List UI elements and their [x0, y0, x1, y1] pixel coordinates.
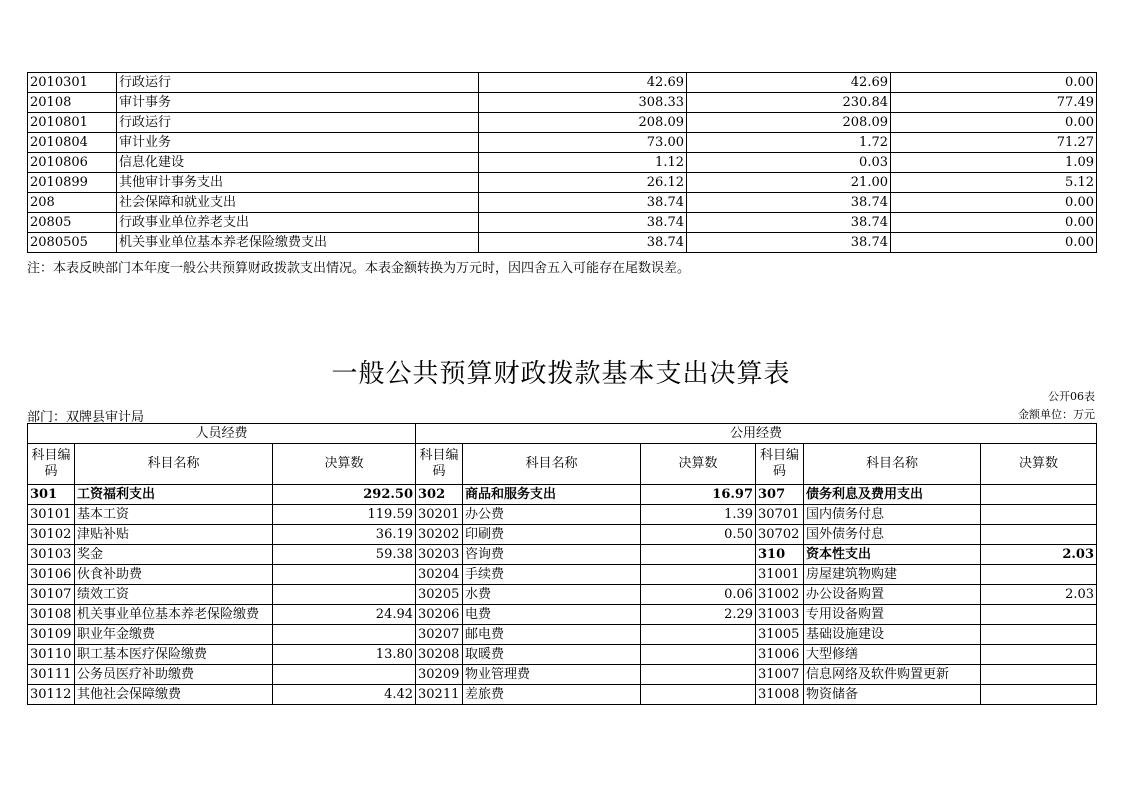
subject-name-cell: 其他社会保障缴费 [75, 685, 273, 705]
amount-cell: 1.12 [479, 153, 687, 173]
amount-cell: 208.09 [687, 113, 891, 133]
table-row [28, 93, 1097, 113]
table-row [28, 73, 1097, 93]
department-label: 部门：双牌县审计局 [27, 410, 145, 425]
subject-name-cell: 职业年金缴费 [75, 625, 273, 645]
subject-code-cell: 31001 [756, 565, 804, 585]
subject-name-cell: 行政事业单位养老支出 [117, 213, 479, 233]
amount-cell [981, 665, 1097, 685]
amount-cell: 2.29 [641, 605, 756, 625]
table-row [28, 565, 1097, 585]
subject-code-cell: 30701 [756, 505, 804, 525]
table-row [28, 113, 1097, 133]
amount-cell [641, 625, 756, 645]
subject-name-cell: 咨询费 [463, 545, 641, 565]
amount-cell: 0.50 [641, 525, 756, 545]
subject-name-cell: 基本工资 [75, 505, 273, 525]
subject-name-cell: 取暖费 [463, 645, 641, 665]
subject-name-cell: 社会保障和就业支出 [117, 193, 479, 213]
subject-code-cell: 30103 [28, 545, 75, 565]
amount-cell [981, 625, 1097, 645]
amount-cell: 0.00 [891, 73, 1097, 93]
subject-code-cell: 2010801 [28, 113, 117, 133]
amount-cell: 77.49 [891, 93, 1097, 113]
subject-code-cell: 310 [756, 545, 804, 565]
subject-name-cell: 办公设备购置 [804, 585, 981, 605]
table-note: 注：本表反映部门本年度一般公共预算财政拨款支出情况。本表金额转换为万元时，因四舍五入可能存在尾数误差。 [27, 261, 691, 276]
table-row [28, 605, 1097, 625]
subject-name-cell: 商品和服务支出 [463, 485, 641, 505]
subject-code-cell: 2080505 [28, 233, 117, 253]
subject-code-cell: 31007 [756, 665, 804, 685]
table-row [28, 645, 1097, 665]
subject-name-cell: 信息网络及软件购置更新 [804, 665, 981, 685]
amount-cell: 38.74 [687, 213, 891, 233]
subject-code-cell: 208 [28, 193, 117, 213]
table-row [28, 153, 1097, 173]
amount-cell: 38.74 [687, 233, 891, 253]
subject-name-cell: 职工基本医疗保险缴费 [75, 645, 273, 665]
amount-cell: 16.97 [641, 485, 756, 505]
subject-name-cell: 奖金 [75, 545, 273, 565]
subject-name-cell: 国内债务付息 [804, 505, 981, 525]
amount-cell: 0.06 [641, 585, 756, 605]
amount-cell: 36.19 [273, 525, 416, 545]
public-header: 公用经费 [416, 424, 1097, 444]
amount-cell: 42.69 [687, 73, 891, 93]
subject-name-cell: 伙食补助费 [75, 565, 273, 585]
subject-name-cell: 资本性支出 [804, 545, 981, 565]
header-row-groups [28, 424, 1097, 444]
amount-cell [641, 645, 756, 665]
name-header: 科目名称 [804, 444, 981, 485]
amount-cell: 292.50 [273, 485, 416, 505]
subject-name-cell: 印刷费 [463, 525, 641, 545]
subject-name-cell: 差旅费 [463, 685, 641, 705]
subject-name-cell: 机关事业单位基本养老保险缴费 [75, 605, 273, 625]
unit-label: 金额单位：万元 [1018, 408, 1095, 421]
subject-name-cell: 基础设施建设 [804, 625, 981, 645]
amount-cell [641, 565, 756, 585]
code-header: 科目编码 [28, 444, 75, 485]
amount-cell [981, 525, 1097, 545]
subject-name-cell: 物资储备 [804, 685, 981, 705]
subject-code-cell: 30211 [416, 685, 463, 705]
subject-name-cell: 专用设备购置 [804, 605, 981, 625]
subject-code-cell: 30205 [416, 585, 463, 605]
amount-cell: 42.69 [479, 73, 687, 93]
subject-code-cell: 30110 [28, 645, 75, 665]
form-code: 公开06表 [1048, 390, 1095, 403]
amount-cell [981, 505, 1097, 525]
subject-code-cell: 2010899 [28, 173, 117, 193]
subject-code-cell: 2010804 [28, 133, 117, 153]
subject-name-cell: 电费 [463, 605, 641, 625]
amount-cell: 208.09 [479, 113, 687, 133]
header-row-columns [28, 444, 1097, 485]
subject-code-cell: 30112 [28, 685, 75, 705]
amount-cell: 5.12 [891, 173, 1097, 193]
subject-code-cell: 30206 [416, 605, 463, 625]
amount-cell [273, 565, 416, 585]
amount-cell [981, 645, 1097, 665]
subject-code-cell: 2010806 [28, 153, 117, 173]
amount-header: 决算数 [981, 444, 1097, 485]
amount-cell: 2.03 [981, 545, 1097, 565]
amount-cell [981, 685, 1097, 705]
subject-code-cell: 307 [756, 485, 804, 505]
table-row [28, 665, 1097, 685]
table-row [28, 505, 1097, 525]
amount-cell: 308.33 [479, 93, 687, 113]
subject-name-cell: 物业管理费 [463, 665, 641, 685]
amount-cell: 0.00 [891, 193, 1097, 213]
subject-code-cell: 30108 [28, 605, 75, 625]
subject-code-cell: 302 [416, 485, 463, 505]
subject-code-cell: 2010301 [28, 73, 117, 93]
table-row [28, 685, 1097, 705]
subject-name-cell: 水费 [463, 585, 641, 605]
subject-code-cell: 30109 [28, 625, 75, 645]
subject-code-cell: 30201 [416, 505, 463, 525]
amount-cell [981, 565, 1097, 585]
subject-code-cell: 301 [28, 485, 75, 505]
subject-code-cell: 20805 [28, 213, 117, 233]
amount-cell [641, 665, 756, 685]
subject-code-cell: 30204 [416, 565, 463, 585]
subject-name-cell: 行政运行 [117, 73, 479, 93]
amount-cell [981, 485, 1097, 505]
table-row [28, 545, 1097, 565]
amount-cell: 24.94 [273, 605, 416, 625]
table-row [28, 193, 1097, 213]
name-header: 科目名称 [75, 444, 273, 485]
subject-code-cell: 30106 [28, 565, 75, 585]
amount-cell: 0.00 [891, 213, 1097, 233]
amount-cell [981, 605, 1097, 625]
page-title: 一般公共预算财政拨款基本支出决算表 [331, 359, 791, 389]
subject-name-cell: 办公费 [463, 505, 641, 525]
amount-cell: 13.80 [273, 645, 416, 665]
subject-code-cell: 31003 [756, 605, 804, 625]
amount-cell [273, 585, 416, 605]
amount-cell: 38.74 [479, 193, 687, 213]
subject-name-cell: 工资福利支出 [75, 485, 273, 505]
amount-cell [641, 545, 756, 565]
subject-name-cell: 手续费 [463, 565, 641, 585]
amount-cell: 2.03 [981, 585, 1097, 605]
amount-cell: 1.72 [687, 133, 891, 153]
subject-name-cell: 国外债务付息 [804, 525, 981, 545]
subject-code-cell: 30203 [416, 545, 463, 565]
amount-cell [273, 625, 416, 645]
subject-code-cell: 30102 [28, 525, 75, 545]
amount-cell: 0.00 [891, 113, 1097, 133]
subject-code-cell: 30209 [416, 665, 463, 685]
amount-cell: 119.59 [273, 505, 416, 525]
amount-cell: 59.38 [273, 545, 416, 565]
table-row [28, 213, 1097, 233]
subject-code-cell: 20108 [28, 93, 117, 113]
amount-header: 决算数 [273, 444, 416, 485]
amount-cell: 0.00 [891, 233, 1097, 253]
name-header: 科目名称 [463, 444, 641, 485]
subject-name-cell: 行政运行 [117, 113, 479, 133]
table-row [28, 585, 1097, 605]
table-row [28, 133, 1097, 153]
subject-code-cell: 31005 [756, 625, 804, 645]
subject-name-cell: 公务员医疗补助缴费 [75, 665, 273, 685]
subject-name-cell: 绩效工资 [75, 585, 273, 605]
code-header: 科目编码 [416, 444, 463, 485]
amount-cell: 71.27 [891, 133, 1097, 153]
subject-code-cell: 30107 [28, 585, 75, 605]
subject-code-cell: 31002 [756, 585, 804, 605]
amount-cell [641, 685, 756, 705]
amount-cell: 0.03 [687, 153, 891, 173]
amount-cell: 38.74 [687, 193, 891, 213]
amount-cell: 38.74 [479, 233, 687, 253]
subject-code-cell: 30207 [416, 625, 463, 645]
subject-name-cell: 审计业务 [117, 133, 479, 153]
amount-cell: 1.39 [641, 505, 756, 525]
subject-code-cell: 30702 [756, 525, 804, 545]
amount-cell [273, 665, 416, 685]
table-row [28, 525, 1097, 545]
subject-name-cell: 其他审计事务支出 [117, 173, 479, 193]
table-row [28, 233, 1097, 253]
amount-cell: 21.00 [687, 173, 891, 193]
amount-cell: 73.00 [479, 133, 687, 153]
table-row [28, 485, 1097, 505]
subject-name-cell: 房屋建筑物购建 [804, 565, 981, 585]
subject-code-cell: 30101 [28, 505, 75, 525]
table-row [28, 625, 1097, 645]
subject-name-cell: 债务利息及费用支出 [804, 485, 981, 505]
amount-cell: 4.42 [273, 685, 416, 705]
code-header: 科目编码 [756, 444, 804, 485]
amount-cell: 1.09 [891, 153, 1097, 173]
subject-name-cell: 津贴补贴 [75, 525, 273, 545]
subject-code-cell: 31006 [756, 645, 804, 665]
subject-name-cell: 信息化建设 [117, 153, 479, 173]
personnel-header: 人员经费 [28, 424, 416, 444]
table-row [28, 173, 1097, 193]
subject-name-cell: 审计事务 [117, 93, 479, 113]
amount-header: 决算数 [641, 444, 756, 485]
amount-cell: 26.12 [479, 173, 687, 193]
amount-cell: 38.74 [479, 213, 687, 233]
basic-expenditure-table [27, 423, 1097, 705]
subject-name-cell: 机关事业单位基本养老保险缴费支出 [117, 233, 479, 253]
amount-cell: 230.84 [687, 93, 891, 113]
subject-name-cell: 邮电费 [463, 625, 641, 645]
subject-code-cell: 30111 [28, 665, 75, 685]
subject-code-cell: 30208 [416, 645, 463, 665]
subject-name-cell: 大型修缮 [804, 645, 981, 665]
subject-code-cell: 31008 [756, 685, 804, 705]
subject-code-cell: 30202 [416, 525, 463, 545]
top-expenditure-table [27, 72, 1097, 253]
